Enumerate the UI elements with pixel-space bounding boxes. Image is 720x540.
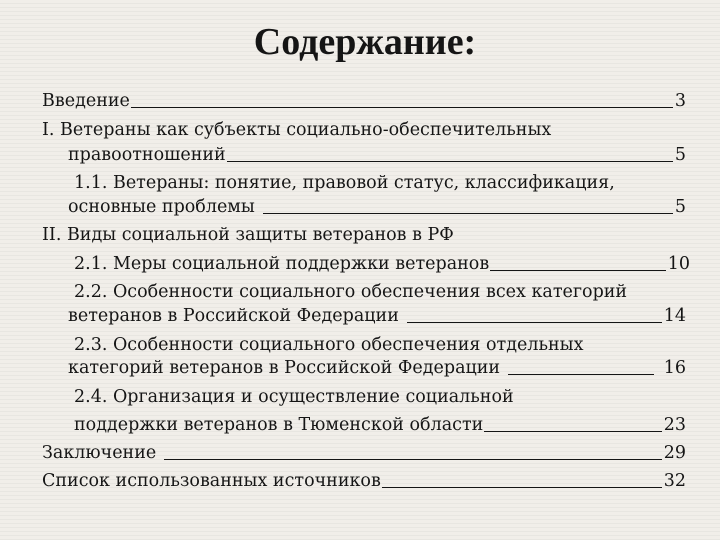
toc-entry-text: Список использованных источников	[42, 471, 381, 491]
toc-entry-text: категорий ветеранов в Российской Федерации	[68, 358, 501, 378]
toc-entry-section-2-2	[74, 276, 694, 302]
toc-entry-sources	[42, 465, 686, 491]
toc-entry-text: поддержки ветеранов в Тюменской области	[74, 415, 484, 435]
toc-page-number: 14	[663, 306, 686, 326]
toc-entry-section-2-4-cont	[74, 409, 686, 435]
page-title: Содержание:	[253, 21, 477, 63]
toc-entry-section-2-2-cont	[68, 300, 686, 326]
toc-leader-line	[164, 459, 661, 460]
toc-entry-text: I. Ветераны как субъекты социально-обеспечительных	[42, 120, 552, 140]
toc-entry-text: 2.3. Особенности социального обеспечения отдельных	[74, 335, 584, 355]
toc-page-number: 3	[674, 91, 686, 111]
toc-entry-introduction	[42, 85, 686, 111]
toc-entry-section-2-1	[74, 248, 690, 274]
toc-entry-text: 2.1. Меры социальной поддержки ветеранов	[74, 254, 490, 274]
toc-entry-section-2-4	[74, 381, 694, 407]
toc-page-number: 23	[663, 415, 686, 435]
toc-entry-text: ветеранов в Российской Федерации	[68, 306, 399, 326]
toc-entry-text: 1.1. Ветераны: понятие, правовой статус, классификация,	[74, 173, 615, 193]
toc-leader-line	[263, 213, 673, 214]
toc-page-number: 16	[663, 358, 686, 378]
toc-page-number: 29	[663, 443, 686, 463]
toc-entry-text: 2.2. Особенности социального обеспечения всех категорий	[74, 282, 628, 302]
toc-leader-line	[131, 107, 673, 108]
toc-page-number: 10	[667, 254, 690, 274]
toc-entry-chapter-1	[42, 114, 692, 140]
toc-entry-section-2-3-cont	[68, 352, 686, 378]
toc-entry-section-1-1	[74, 167, 684, 193]
toc-leader-line	[382, 487, 662, 488]
toc-entry-chapter-1-cont	[68, 139, 686, 165]
toc-leader-line	[227, 161, 673, 162]
toc-entry-section-1-1-cont	[68, 191, 686, 217]
toc-leader-line	[407, 322, 662, 323]
toc-entry-text: II. Виды социальной защиты ветеранов в РФ	[42, 225, 454, 245]
toc-page-number: 5	[674, 197, 686, 217]
toc-entry-text: Введение	[42, 91, 130, 111]
toc-page-number: 5	[674, 145, 686, 165]
toc-page-number: 32	[663, 471, 686, 491]
toc-leader-line	[490, 270, 666, 271]
toc-leader-line	[484, 431, 661, 432]
toc-entry-chapter-2	[42, 219, 682, 245]
toc-entry-text: 2.4. Организация и осуществление социальной	[74, 387, 514, 407]
toc-entry-conclusion	[42, 437, 686, 463]
toc-leader-line	[508, 374, 654, 375]
toc-entry-text: Заключение	[42, 443, 157, 463]
toc-entry-text: основные проблемы	[68, 197, 255, 217]
toc-entry-text: правоотношений	[68, 145, 226, 165]
